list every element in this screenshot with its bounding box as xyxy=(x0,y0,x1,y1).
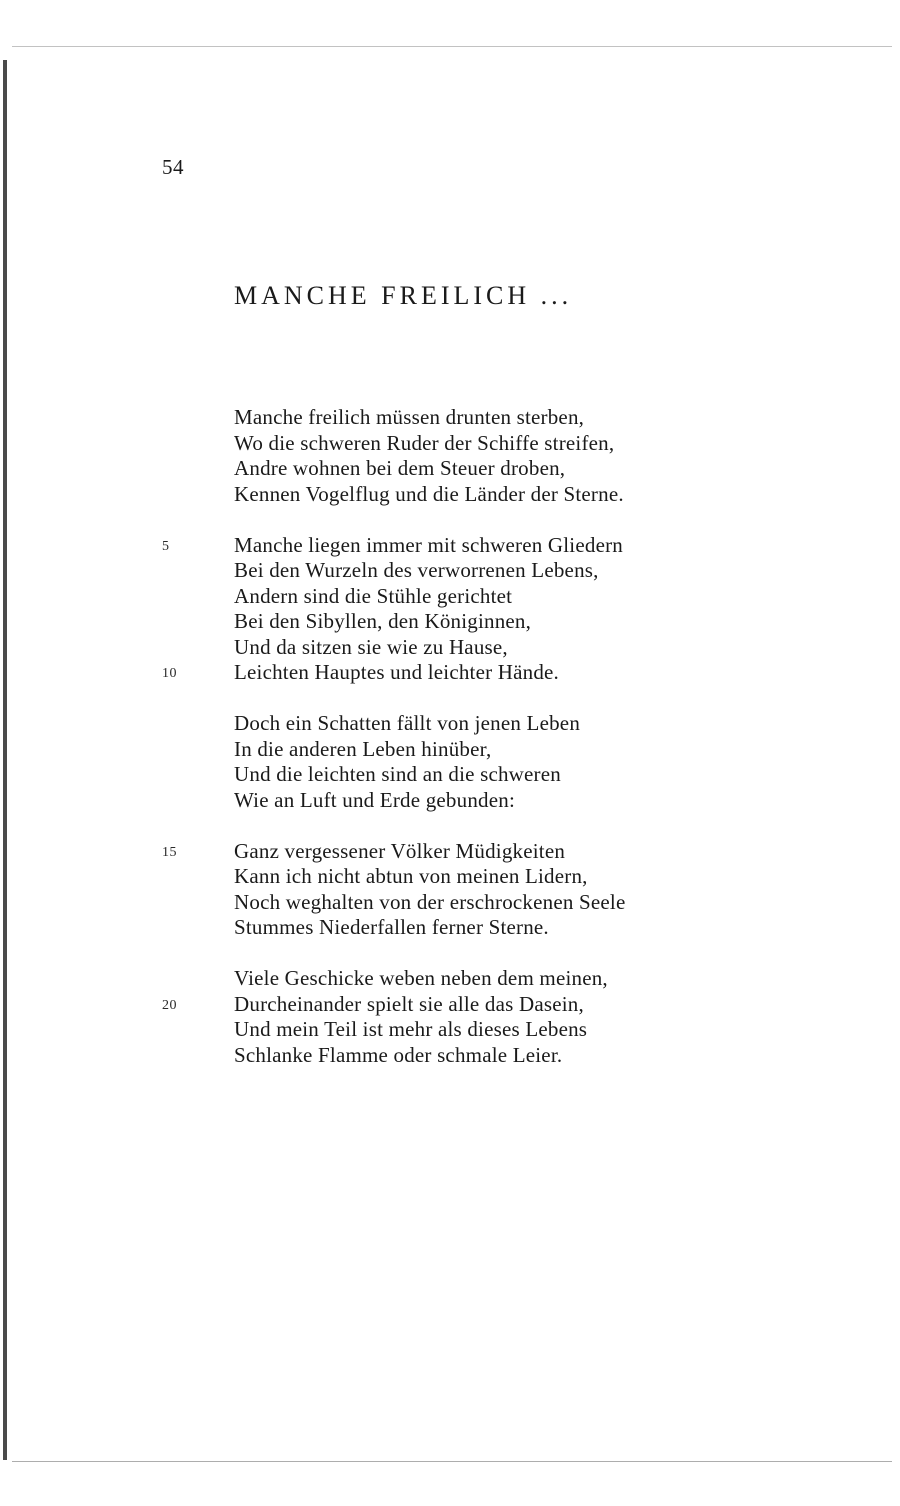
poem-line xyxy=(162,762,882,788)
line-number: 15 xyxy=(162,844,177,860)
line-text: Bei den Sibyllen, den Königinnen, xyxy=(234,609,532,633)
poem-title: MANCHE FREILICH ... xyxy=(234,281,573,310)
stanza xyxy=(162,533,882,686)
scan-top-rule xyxy=(12,46,892,47)
line-text: In die anderen Leben hinüber, xyxy=(234,736,492,761)
poem-line xyxy=(162,482,882,508)
line-text: Kann ich nicht abtun von meinen Lidern, xyxy=(234,864,588,888)
stanza xyxy=(162,966,882,1068)
poem-line xyxy=(162,966,882,992)
page-number: 54 xyxy=(162,155,184,179)
line-text: Stummes Niederfallen ferner Sterne. xyxy=(234,915,549,939)
poem-line xyxy=(162,405,882,431)
scan-bottom-rule xyxy=(12,1461,892,1462)
line-text: Noch weghalten von der erschrockenen Seele xyxy=(234,889,626,914)
poem-line xyxy=(162,558,882,584)
line-number: 5 xyxy=(162,538,170,554)
line-text: Leichten Hauptes und leichter Hände. xyxy=(234,660,559,684)
poem-line xyxy=(162,584,882,610)
line-text: Wo die schweren Ruder der Schiffe streifen, xyxy=(234,430,615,455)
poem-line xyxy=(162,635,882,661)
line-text: Bei den Wurzeln des verworrenen Lebens, xyxy=(234,558,599,582)
poem-line xyxy=(162,456,882,482)
line-text: Andern sind die Stühle gerichtet xyxy=(234,583,513,608)
line-number: 20 xyxy=(162,997,177,1013)
poem-line xyxy=(162,915,882,941)
poem-line xyxy=(162,533,882,559)
scan-left-edge xyxy=(3,60,7,1460)
poem-line xyxy=(162,839,882,865)
stanza xyxy=(162,711,882,813)
poem-line xyxy=(162,431,882,457)
line-text: Wie an Luft und Erde gebunden: xyxy=(234,787,515,812)
line-text: Und mein Teil ist mehr als dieses Lebens xyxy=(234,1017,588,1041)
line-text: Ganz vergessener Völker Müdigkeiten xyxy=(234,838,566,863)
line-text: Und die leichten sind an die schweren xyxy=(234,762,561,786)
poem-line xyxy=(162,788,882,814)
line-number: 10 xyxy=(162,666,177,681)
stanza xyxy=(162,839,882,941)
poem-line xyxy=(162,660,882,686)
poem-line xyxy=(162,737,882,763)
line-text: Viele Geschicke weben neben dem meinen, xyxy=(234,966,608,990)
line-text: Schlanke Flamme oder schmale Leier. xyxy=(234,1042,563,1067)
line-text: Manche freilich müssen drunten sterben, xyxy=(234,405,585,429)
poem-line xyxy=(162,1043,882,1069)
poem-line xyxy=(162,1017,882,1043)
line-text: Doch ein Schatten fällt von jenen Leben xyxy=(234,711,581,735)
line-text: Kennen Vogelflug und die Länder der Sterne. xyxy=(234,481,624,506)
poem-line xyxy=(162,864,882,890)
poem-line xyxy=(162,711,882,737)
line-text: Andre wohnen bei dem Steuer droben, xyxy=(234,456,566,480)
poem-line xyxy=(162,992,882,1018)
poem-body xyxy=(162,405,882,1068)
line-text: Und da sitzen sie wie zu Hause, xyxy=(234,634,508,659)
line-text: Manche liegen immer mit schweren Gliedern xyxy=(234,532,623,557)
line-text: Durcheinander spielt sie alle das Dasein, xyxy=(234,991,584,1016)
poem-line xyxy=(162,609,882,635)
poem-line xyxy=(162,890,882,916)
stanza xyxy=(162,405,882,507)
